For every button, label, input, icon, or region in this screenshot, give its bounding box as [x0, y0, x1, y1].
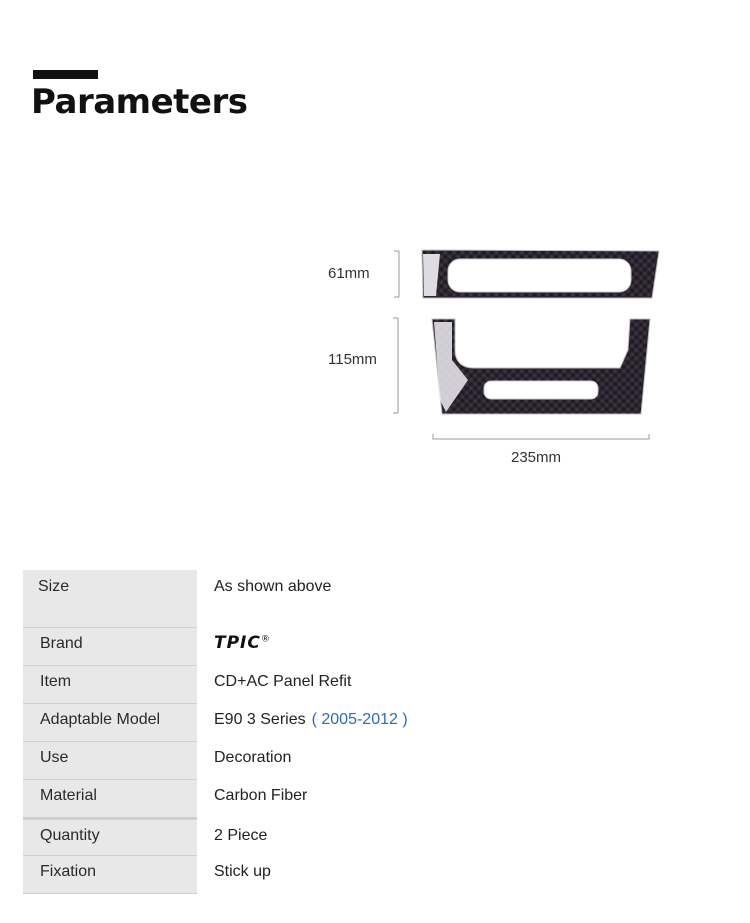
brand-logo-text: TPIC	[214, 633, 261, 653]
spec-key: Item	[23, 666, 197, 704]
spec-row-quantity	[23, 818, 723, 856]
page-title: Parameters	[31, 82, 248, 122]
spec-row-material	[23, 780, 723, 818]
model-name: E90 3 Series	[214, 711, 306, 728]
spec-key: Size	[23, 570, 197, 628]
spec-row-size	[23, 570, 723, 628]
spec-key: Use	[23, 742, 197, 780]
spec-value: Stick up	[214, 863, 271, 880]
spec-value: CD+AC Panel Refit	[214, 673, 352, 690]
spec-row-item	[23, 666, 723, 704]
spec-table	[23, 570, 723, 894]
bottom-panel-height-label: 115mm	[328, 351, 377, 368]
spec-row-model	[23, 704, 723, 742]
panel-width-label: 235mm	[511, 449, 562, 466]
spec-key: Adaptable Model	[23, 704, 197, 742]
spec-value: Decoration	[214, 749, 292, 766]
spec-row-fixation	[23, 856, 723, 894]
spec-value	[197, 704, 408, 729]
spec-value: 2 Piece	[214, 827, 268, 844]
brand-logo	[197, 628, 271, 653]
spec-value: Carbon Fiber	[214, 787, 308, 804]
registered-mark: ®	[260, 634, 271, 645]
spec-value: As shown above	[214, 578, 332, 595]
spec-key: Brand	[23, 628, 197, 666]
top-panel	[422, 250, 659, 298]
spec-row-use	[23, 742, 723, 780]
bottom-panel	[432, 319, 650, 414]
spec-key: Material	[23, 780, 197, 818]
top-panel-height-label: 61mm	[328, 265, 370, 282]
spec-row-brand	[23, 628, 723, 666]
spec-key: Fixation	[23, 856, 197, 894]
model-years: ( 2005-2012 )	[311, 711, 408, 728]
spec-key: Quantity	[23, 818, 197, 856]
